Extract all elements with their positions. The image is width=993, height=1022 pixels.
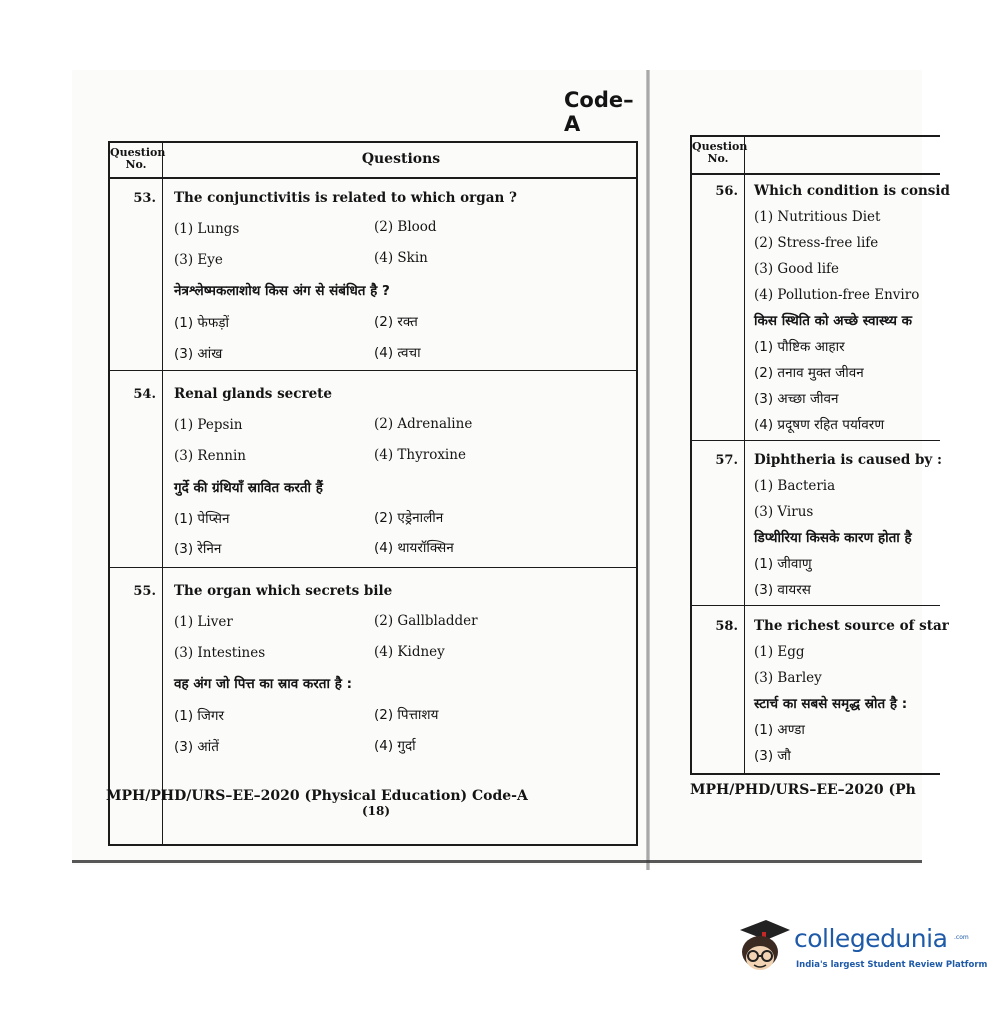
column-divider (162, 143, 163, 844)
option-hindi: (2) एड्रेनालीन (374, 510, 444, 526)
question-text: The richest source of star (754, 618, 949, 634)
option-hindi: (3) जौ (754, 748, 791, 764)
option: (1) Lungs (174, 221, 240, 237)
questions-table (108, 141, 638, 846)
option: (3) Eye (174, 252, 223, 268)
option-hindi: (4) थायरॉक्सिन (374, 540, 454, 556)
question-number: 57. (715, 453, 738, 468)
question-number: 54. (133, 387, 156, 402)
brand-name: collegedunia (794, 924, 948, 953)
option-hindi: (2) तनाव मुक्त जीवन (754, 365, 864, 381)
brand-suffix: .com (954, 934, 969, 941)
question-text: Renal glands secrete (174, 386, 333, 402)
row-divider (692, 605, 940, 606)
left-page (72, 70, 644, 865)
option-hindi: (2) पित्ताशय (374, 707, 439, 723)
right-page (684, 70, 950, 865)
question-number: 56. (715, 184, 738, 199)
question-number: 55. (133, 584, 156, 599)
option: (1) Pepsin (174, 417, 243, 433)
brand-tagline: India's largest Student Review Platform (796, 960, 988, 970)
scanned-spread (72, 70, 950, 865)
option-hindi: (1) पौष्टिक आहार (754, 339, 845, 355)
option: (4) Skin (374, 250, 428, 266)
page-number: (18) (362, 804, 391, 818)
option: (1) Egg (754, 644, 805, 660)
question-text-hindi: स्टार्च का सबसे समृद्ध स्रोत है : (754, 696, 908, 712)
question-text: The conjunctivitis is related to which organ ? (174, 190, 517, 206)
option: (1) Bacteria (754, 478, 836, 494)
option-hindi: (4) गुर्दा (374, 738, 416, 754)
option-hindi: (3) वायरस (754, 582, 811, 598)
option-hindi: (3) अच्छा जीवन (754, 391, 839, 407)
question-text-hindi: वह अंग जो पित्त का स्राव करता है : (174, 676, 352, 692)
question-text: Diphtheria is caused by : (754, 452, 942, 468)
option: (1) Liver (174, 614, 233, 630)
option-hindi: (4) प्रदूषण रहित पर्यावरण (754, 417, 885, 433)
qno-header: Question No. (692, 140, 748, 165)
table-header (110, 143, 636, 179)
student-mascot-icon (732, 912, 792, 976)
page-footer: MPH/PHD/URS–EE–2020 (Ph (690, 782, 916, 798)
scan-edge (72, 860, 922, 863)
option-hindi: (1) जीवाणु (754, 556, 812, 572)
question-number: 58. (715, 619, 738, 634)
question-text-hindi: नेत्रश्लेष्मकलाशोथ किस अंग से संबंधित है ? (174, 283, 390, 299)
option: (3) Rennin (174, 448, 246, 464)
option: (4) Pollution-free Enviro (754, 287, 920, 303)
option: (2) Adrenaline (374, 416, 473, 432)
question-text-hindi: डिप्थीरिया किसके कारण होता है (754, 530, 912, 546)
option-hindi: (1) अण्डा (754, 722, 805, 738)
question-text: The organ which secrets bile (174, 583, 393, 599)
option: (4) Thyroxine (374, 447, 466, 463)
collegedunia-logo[interactable] (732, 912, 988, 982)
page-fold (646, 70, 650, 870)
option-hindi: (1) फेफड़ों (174, 315, 229, 331)
option-hindi: (2) रक्त (374, 314, 418, 330)
qno-header: Question No. (110, 146, 166, 171)
questions-header: Questions (361, 151, 441, 167)
table-header (692, 137, 940, 175)
question-number: 53. (133, 191, 156, 206)
question-text: Which condition is consid (754, 183, 950, 199)
option: (2) Stress-free life (754, 235, 879, 251)
option-hindi: (3) रेनिन (174, 541, 222, 557)
column-divider (744, 137, 745, 773)
option: (4) Kidney (374, 644, 445, 660)
page-footer: MPH/PHD/URS–EE–2020 (Physical Education) Code-A (106, 788, 528, 804)
row-divider (110, 370, 636, 371)
option-hindi: (1) पेप्सिन (174, 511, 230, 527)
option: (3) Barley (754, 670, 822, 686)
option-hindi: (1) जिगर (174, 708, 225, 724)
question-text-hindi: किस स्थिति को अच्छे स्वास्थ्य क (754, 313, 913, 329)
option: (2) Blood (374, 219, 437, 235)
option: (3) Intestines (174, 645, 266, 661)
questions-table-right (690, 135, 950, 775)
row-divider (110, 567, 636, 568)
option: (2) Gallbladder (374, 613, 478, 629)
option: (3) Good life (754, 261, 840, 277)
option: (1) Nutritious Diet (754, 209, 881, 225)
option-hindi: (4) त्वचा (374, 345, 421, 361)
row-divider (692, 440, 940, 441)
question-text-hindi: गुर्दे की ग्रंथियाँ स्रावित करती हैं (174, 480, 323, 496)
code-label: Code–A (564, 88, 634, 136)
option-hindi: (3) आंख (174, 346, 223, 362)
option-hindi: (3) आंतें (174, 739, 219, 755)
option: (3) Virus (754, 504, 814, 520)
